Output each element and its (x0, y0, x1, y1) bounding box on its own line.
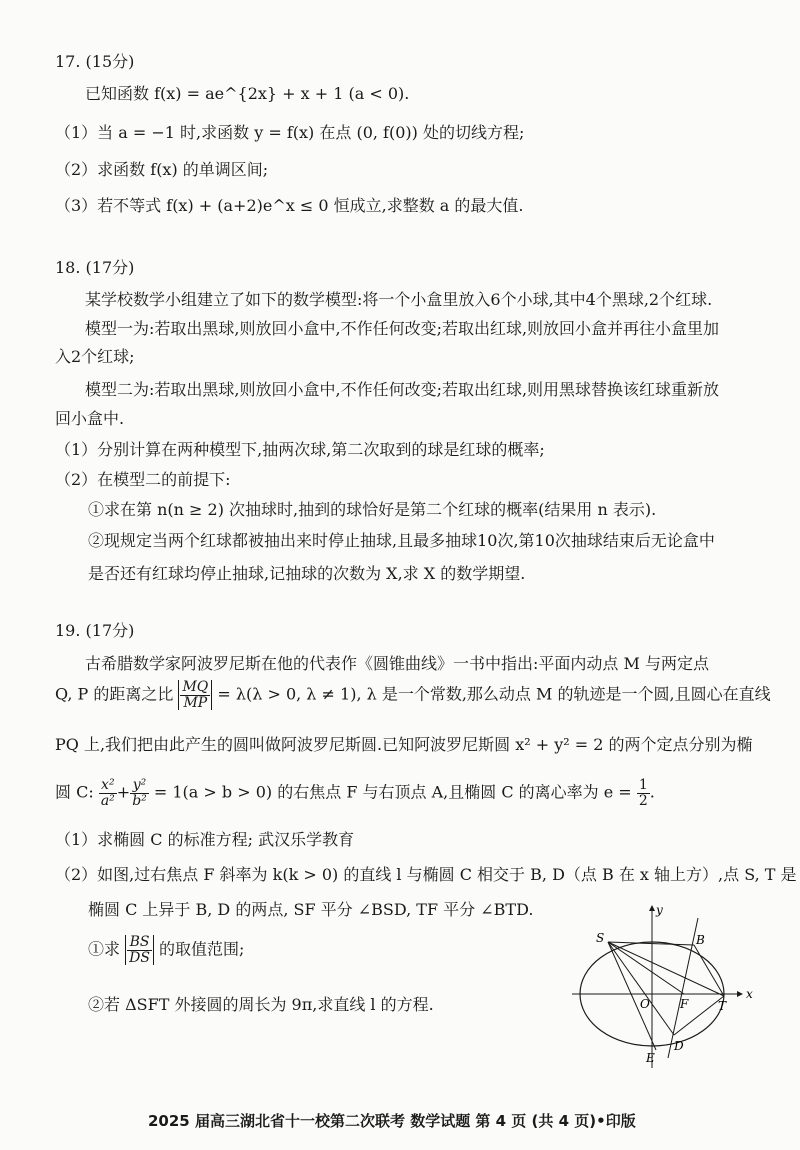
q19-sub1-suffix: 的取值范围; (159, 939, 245, 959)
q19-part1: （1）求椭圆 C 的标准方程; 武汉乐学教育 (55, 830, 355, 849)
q19-line3: PQ 上,我们把由此产生的圆叫做阿波罗尼斯圆.已知阿波罗尼斯圆 x² + y² = 2 的两个定点分别为椭 (55, 735, 753, 754)
ellipse-y-num: y² (130, 778, 149, 794)
label-e: E (646, 1051, 655, 1065)
bs-den: DS (129, 949, 150, 966)
q17-part2: （2）求函数 f(x) 的单调区间; (55, 160, 269, 179)
q18-part1: （1）分别计算在两种模型下,抽两次球,第二次取到的球是红球的概率; (55, 440, 545, 459)
q18-intro: 某学校数学小组建立了如下的数学模型:将一个小盒里放入6个小球,其中4个黑球,2个红球. (85, 290, 713, 309)
q19-part2-sub1 (88, 935, 244, 965)
q18-model2-line1: 模型二为:若取出黑球,则放回小盒中,不作任何改变;若取出红球,则用黑球替换该红球重新放 (85, 380, 720, 399)
label-f: F (680, 997, 689, 1011)
q17-stem: 已知函数 f(x) = ae^{2x} + x + 1 (a < 0). (85, 84, 410, 103)
label-y: y (656, 903, 663, 917)
segment-tb (694, 945, 724, 996)
q19-line4-suffix: 的右焦点 F 与右顶点 A,且椭圆 C 的离心率为 e = (277, 782, 632, 802)
ellipse-y-den: b² (132, 792, 147, 809)
q19-line2-prefix: Q, P 的距离之比 (55, 684, 174, 704)
q19-part2-sub2: ②若 ΔSFT 外接圆的周长为 9π,求直线 l 的方程. (88, 995, 434, 1014)
segment-st (608, 942, 724, 996)
ratio-numerator: MQ (182, 679, 209, 695)
q19-line2-suffix: = λ(λ > 0, λ ≠ 1), λ 是一个常数,那么动点 M 的轨迹是一个圆,且圆心在直线 (217, 684, 771, 704)
q18-part2-sub1: ①求在第 n(n ≥ 2) 次抽球时,抽到的球恰好是第二个红球的概率(结果用 n 表示). (88, 500, 657, 519)
ellipse-x-den: a² (100, 792, 115, 809)
ratio-denominator: MP (183, 694, 208, 711)
bs-num: BS (127, 935, 152, 951)
q19-line1: 古希腊数学家阿波罗尼斯在他的代表作《圆锥曲线》一书中指出:平面内动点 M 与两定点 (85, 654, 709, 673)
q19-line2 (55, 680, 771, 710)
ellipse-rhs: = 1(a > b > 0) (153, 782, 273, 802)
ellipse-figure (570, 900, 770, 1070)
page-footer: 2025 届高三湖北省十一校第二次联考 数学试题 第 4 页 (共 4 页)•印版 (148, 1112, 636, 1130)
label-t: T (718, 999, 727, 1013)
q18-model1-line2: 入2个红球; (55, 347, 135, 366)
ellipse-x-num: x² (99, 778, 117, 794)
label-d: D (674, 1039, 684, 1053)
q19-part2-line2: 椭圆 C 上异于 B, D 的两点, SF 平分 ∠BSD, TF 平分 ∠BTD. (88, 900, 534, 919)
q19-header: 19. (17分) (55, 621, 135, 640)
label-b: B (696, 933, 705, 947)
q18-model1-line1: 模型一为:若取出黑球,则放回小盒中,不作任何改变;若取出红球,则放回小盒并再往小盒里加 (85, 319, 720, 338)
ratio-bs-ds (125, 935, 154, 965)
label-x: x (746, 987, 753, 1001)
ratio-mq-mp (178, 680, 212, 710)
q19-part2-line1: （2）如图,过右焦点 F 斜率为 k(k > 0) 的直线 l 与椭圆 C 相交于 B, D（点 B 在 x 轴上方）,点 S, T 是 (55, 865, 797, 884)
q18-header: 18. (17分) (55, 258, 135, 277)
q17-part3: （3）若不等式 f(x) + (a+2)e^x ≤ 0 恒成立,求整数 a 的最大值. (55, 196, 524, 215)
q18-part2-sub2-line2: 是否还有红球均停止抽球,记抽球的次数为 X,求 X 的数学期望. (88, 564, 526, 583)
q18-part2: （2）在模型二的前提下: (55, 470, 231, 489)
q19-line4-prefix: 圆 C: (55, 782, 94, 802)
q17-header: 17. (15分) (55, 52, 135, 71)
q18-model2-line2: 回小盒中. (55, 409, 125, 428)
eccentricity-den: 2 (638, 792, 648, 809)
eccentricity-num: 1 (638, 777, 648, 793)
segment-sd (608, 942, 674, 1035)
label-s: S (596, 931, 605, 945)
label-o: O (640, 997, 650, 1011)
q19-sub1-prefix: ①求 (88, 939, 121, 959)
q18-part2-sub2-line1: ②现规定当两个红球都被抽出来时停止抽球,且最多抽球10次,第10次抽球结束后无论盒中 (88, 531, 715, 550)
q17-part1: （1）当 a = −1 时,求函数 y = f(x) 在点 (0, f(0)) 处的切线方程; (55, 123, 525, 142)
q19-line4: 圆 C: $\frac{\text{x²}}{\text{a²}}$ + $\frac{\text{y²}}{\text{b²}}$ = 1(a > b > 0) 的右焦点 F 与右顶点 A,且椭圆 C 的离心率为 e = $\frac{1}{2}$ . (55, 777, 655, 809)
